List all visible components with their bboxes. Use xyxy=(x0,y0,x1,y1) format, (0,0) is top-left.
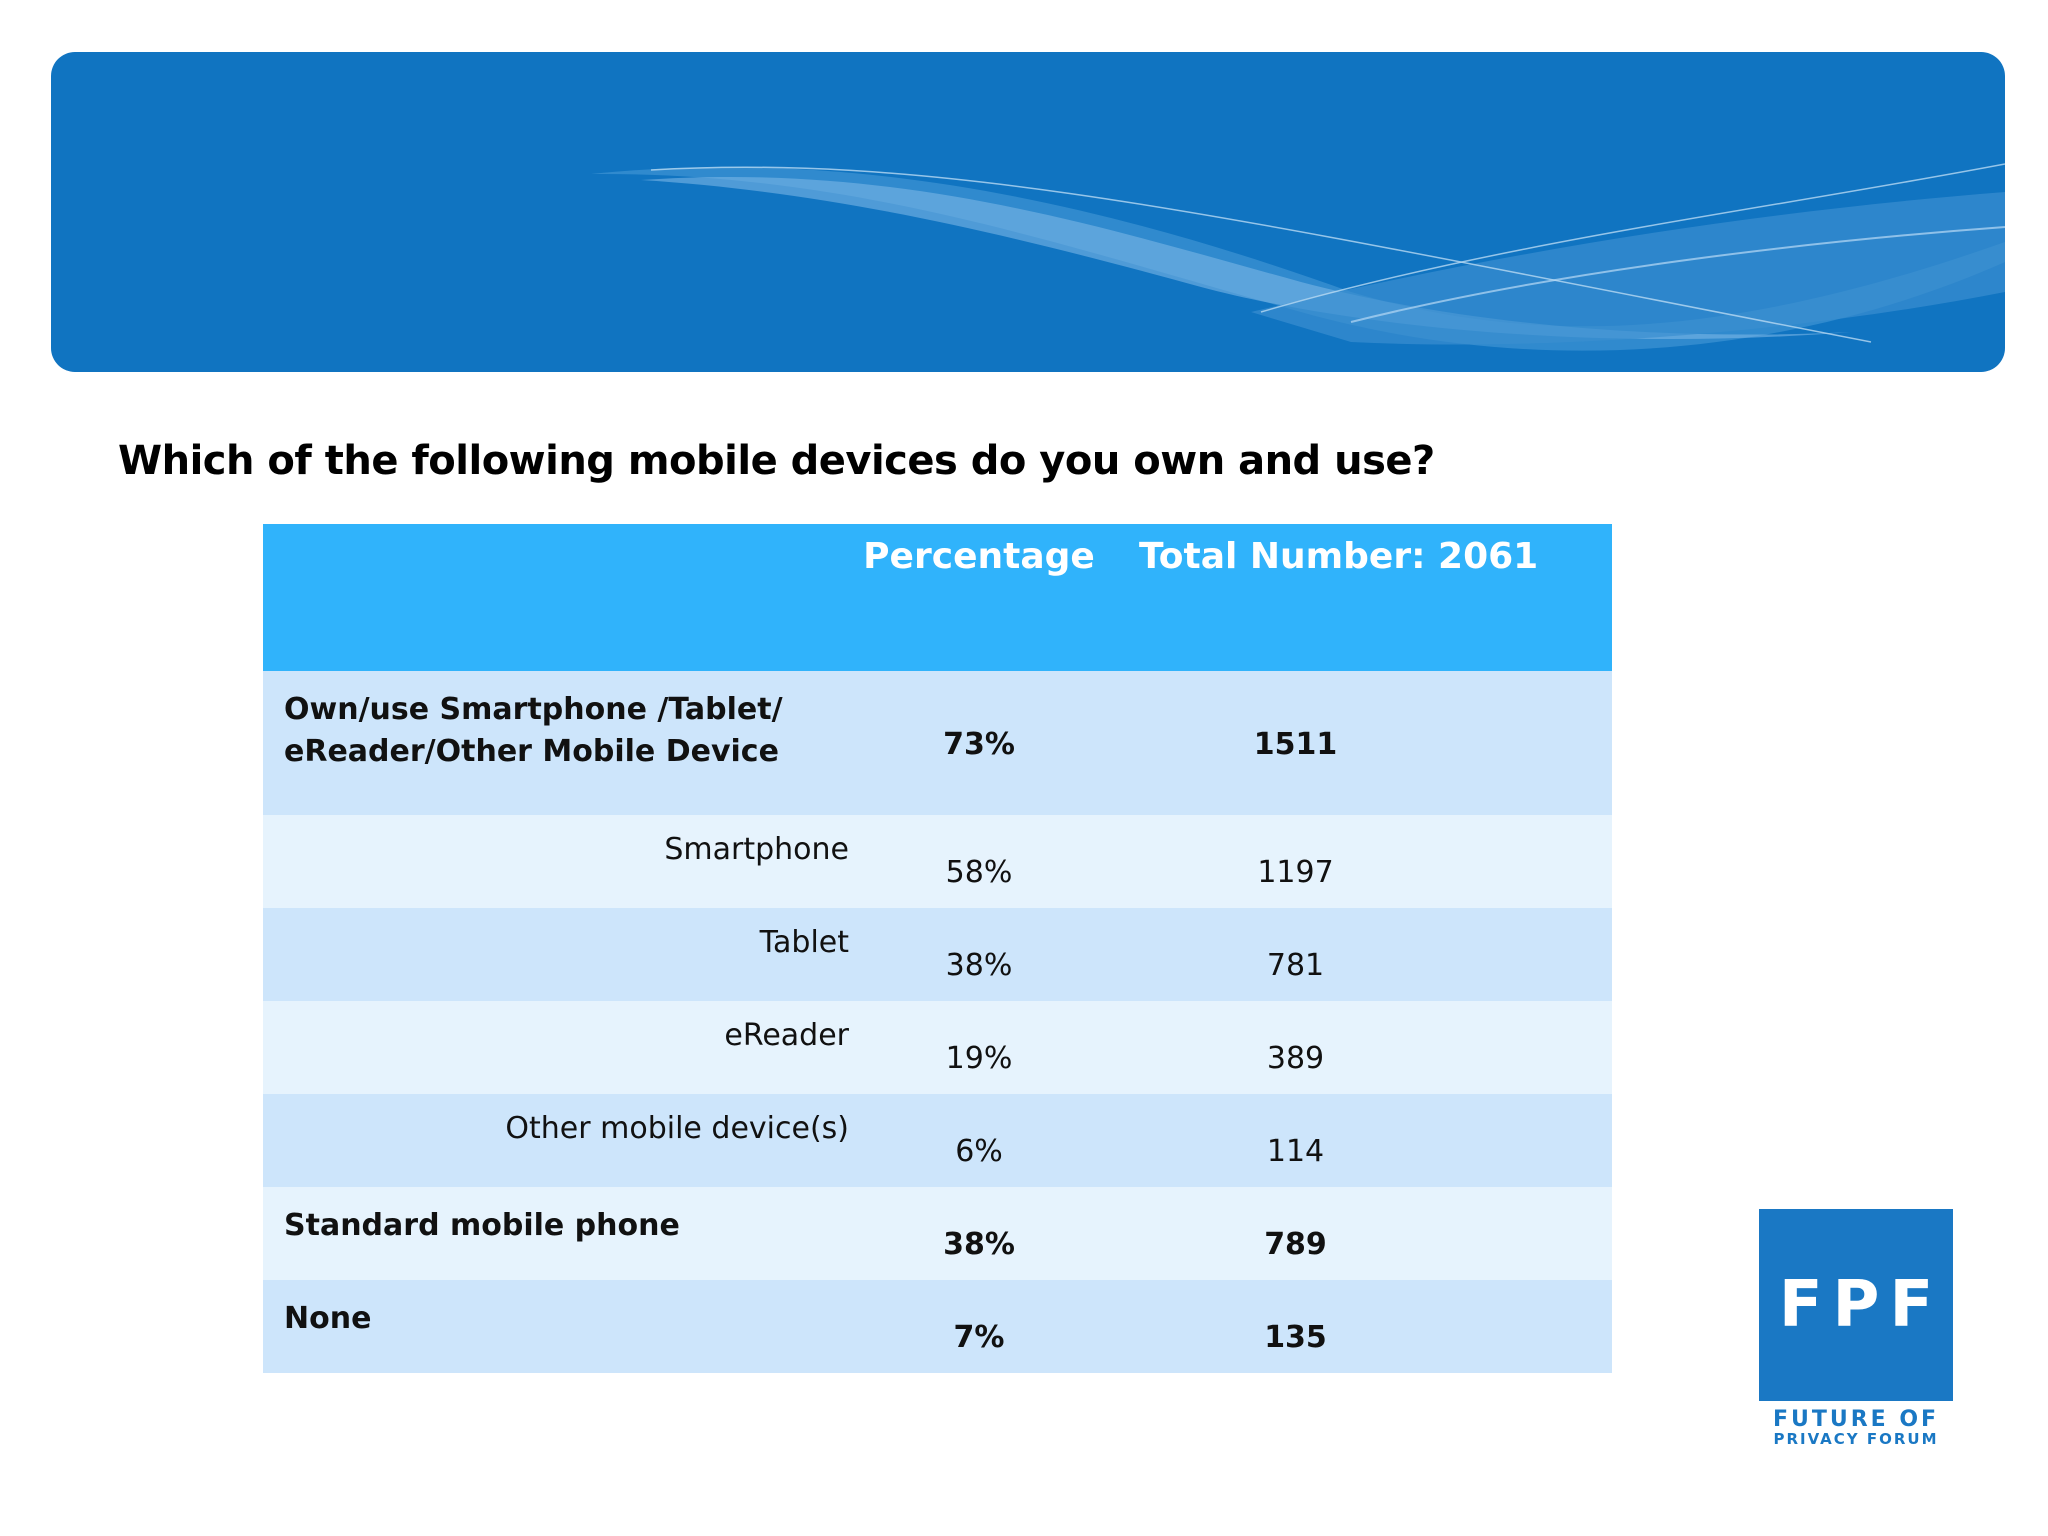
row-percentage: 38% xyxy=(849,908,1109,1001)
column-header-percentage: Percentage xyxy=(849,524,1109,671)
table-header-row xyxy=(263,524,1612,671)
wave-decoration xyxy=(51,52,2005,372)
row-total: 789 xyxy=(1109,1187,1612,1280)
table-row xyxy=(263,1094,1612,1187)
row-label: None xyxy=(263,1280,849,1373)
row-label: Smartphone xyxy=(263,815,849,908)
row-label: Standard mobile phone xyxy=(263,1187,849,1280)
row-total: 1511 xyxy=(1109,671,1612,815)
logo-letters: FPF xyxy=(1778,1268,1944,1342)
row-total: 781 xyxy=(1109,908,1612,1001)
row-total: 114 xyxy=(1109,1094,1612,1187)
header-banner xyxy=(51,52,2005,372)
table-row xyxy=(263,1001,1612,1094)
row-percentage: 6% xyxy=(849,1094,1109,1187)
row-percentage: 19% xyxy=(849,1001,1109,1094)
column-header-label xyxy=(263,524,849,671)
row-label: eReader xyxy=(263,1001,849,1094)
table-row xyxy=(263,908,1612,1001)
row-percentage: 38% xyxy=(849,1187,1109,1280)
row-percentage: 73% xyxy=(849,671,1109,815)
row-total: 389 xyxy=(1109,1001,1612,1094)
row-label: Other mobile device(s) xyxy=(263,1094,849,1187)
row-label: Tablet xyxy=(263,908,849,1001)
row-percentage: 7% xyxy=(849,1280,1109,1373)
table-row xyxy=(263,671,1612,815)
survey-results-table xyxy=(263,524,1612,1373)
row-label: Own/use Smartphone /Tablet/ eReader/Other Mobile Device xyxy=(263,671,849,815)
table-row xyxy=(263,1280,1612,1373)
row-total: 135 xyxy=(1109,1280,1612,1373)
logo-box xyxy=(1759,1209,1953,1401)
fpf-logo xyxy=(1759,1209,1953,1447)
table-row xyxy=(263,815,1612,908)
column-header-total: Total Number: 2061 xyxy=(1109,524,1612,671)
row-percentage: 58% xyxy=(849,815,1109,908)
page-title: Which of the following mobile devices do you own and use? xyxy=(118,438,1435,484)
logo-tagline-1: FUTURE OF xyxy=(1772,1407,1940,1432)
logo-tagline-2: PRIVACY FORUM xyxy=(1773,1430,1939,1448)
row-total: 1197 xyxy=(1109,815,1612,908)
table-row xyxy=(263,1187,1612,1280)
